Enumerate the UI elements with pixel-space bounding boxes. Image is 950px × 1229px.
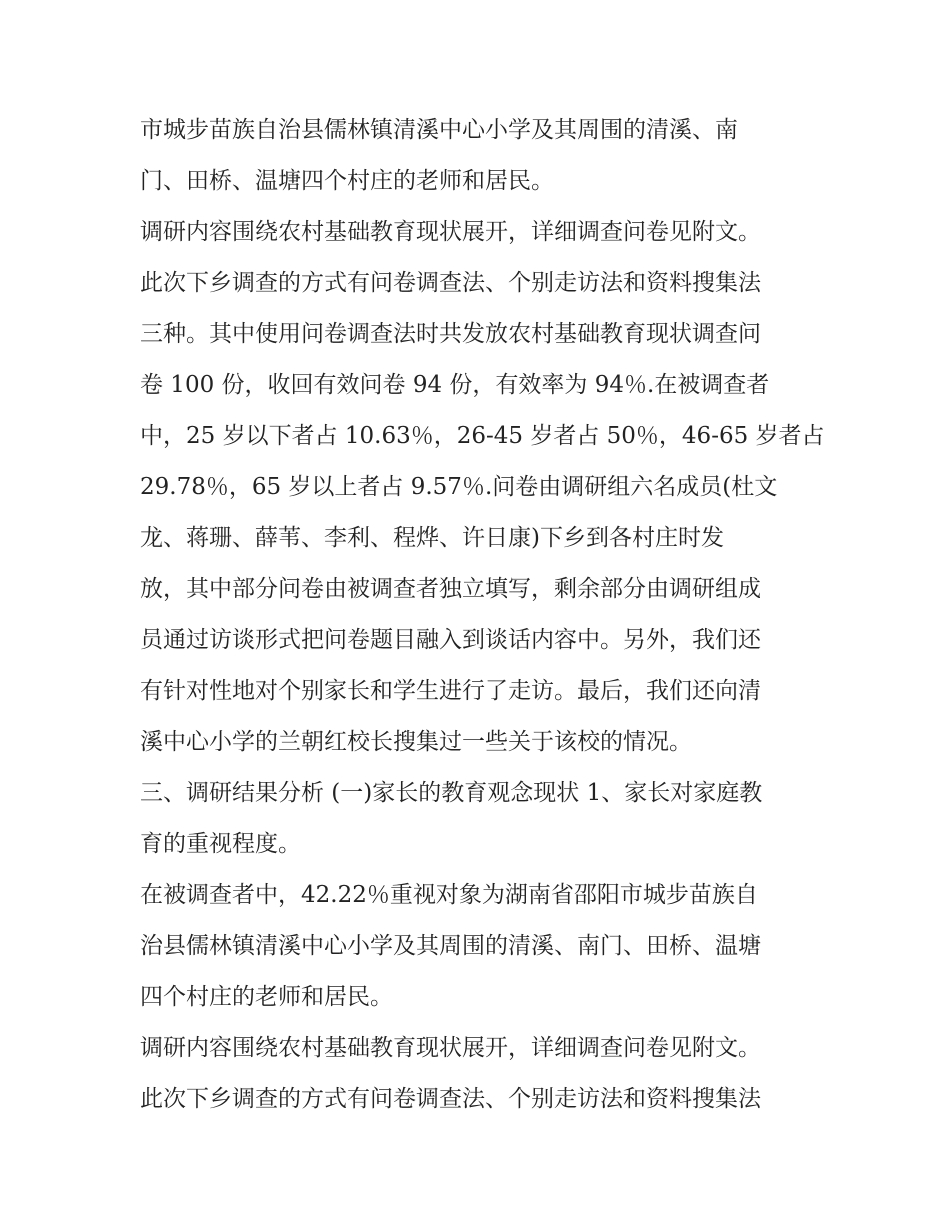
text-line: 29.78％，65 岁以上者占 9.57％.问卷由调研组六名成员(杜文 xyxy=(140,474,778,500)
text-line: 员通过访谈形式把问卷题目融入到谈话内容中。另外，我们还 xyxy=(140,627,761,653)
text-line: 四个村庄的老师和居民。 xyxy=(140,984,393,1010)
text-line: 市城步苗族自治县儒林镇清溪中心小学及其周围的清溪、南 xyxy=(140,117,738,143)
text-line: 在被调查者中，42.22％重视对象为湖南省邵阳市城步苗族自 xyxy=(140,882,758,908)
text-line: 此次下乡调查的方式有问卷调查法、个别走访法和资料搜集法 xyxy=(140,270,761,296)
text-line: 门、田桥、温塘四个村庄的老师和居民。 xyxy=(140,168,554,194)
text-line: 治县儒林镇清溪中心小学及其周围的清溪、南门、田桥、温塘 xyxy=(140,933,761,959)
text-line: 此次下乡调查的方式有问卷调查法、个别走访法和资料搜集法 xyxy=(140,1086,761,1112)
text-line: 调研内容围绕农村基础教育现状展开，详细调查问卷见附文。 xyxy=(140,219,761,245)
text-line: 中，25 岁以下者占 10.63％，26-45 岁者占 50％，46-65 岁者占 xyxy=(140,423,825,449)
text-line: 三种。其中使用问卷调查法时共发放农村基础教育现状调查问 xyxy=(140,321,761,347)
text-line: 调研内容围绕农村基础教育现状展开，详细调查问卷见附文。 xyxy=(140,1035,761,1061)
text-line: 卷 100 份，收回有效问卷 94 份，有效率为 94％.在被调查者 xyxy=(140,372,770,398)
document-body xyxy=(140,110,825,1130)
section-heading-line: 三、调研结果分析 (一)家长的教育观念现状 1、家长对家庭教 xyxy=(140,780,763,806)
text-line: 育的重视程度。 xyxy=(140,831,301,857)
text-line: 龙、蒋珊、薛苇、李利、程烨、许日康)下乡到各村庄时发 xyxy=(140,525,724,551)
text-line: 溪中心小学的兰朝红校长搜集过一些关于该校的情况。 xyxy=(140,729,692,755)
text-line: 放，其中部分问卷由被调查者独立填写，剩余部分由调研组成 xyxy=(140,576,761,602)
text-line: 有针对性地对个别家长和学生进行了走访。最后，我们还向清 xyxy=(140,678,761,704)
